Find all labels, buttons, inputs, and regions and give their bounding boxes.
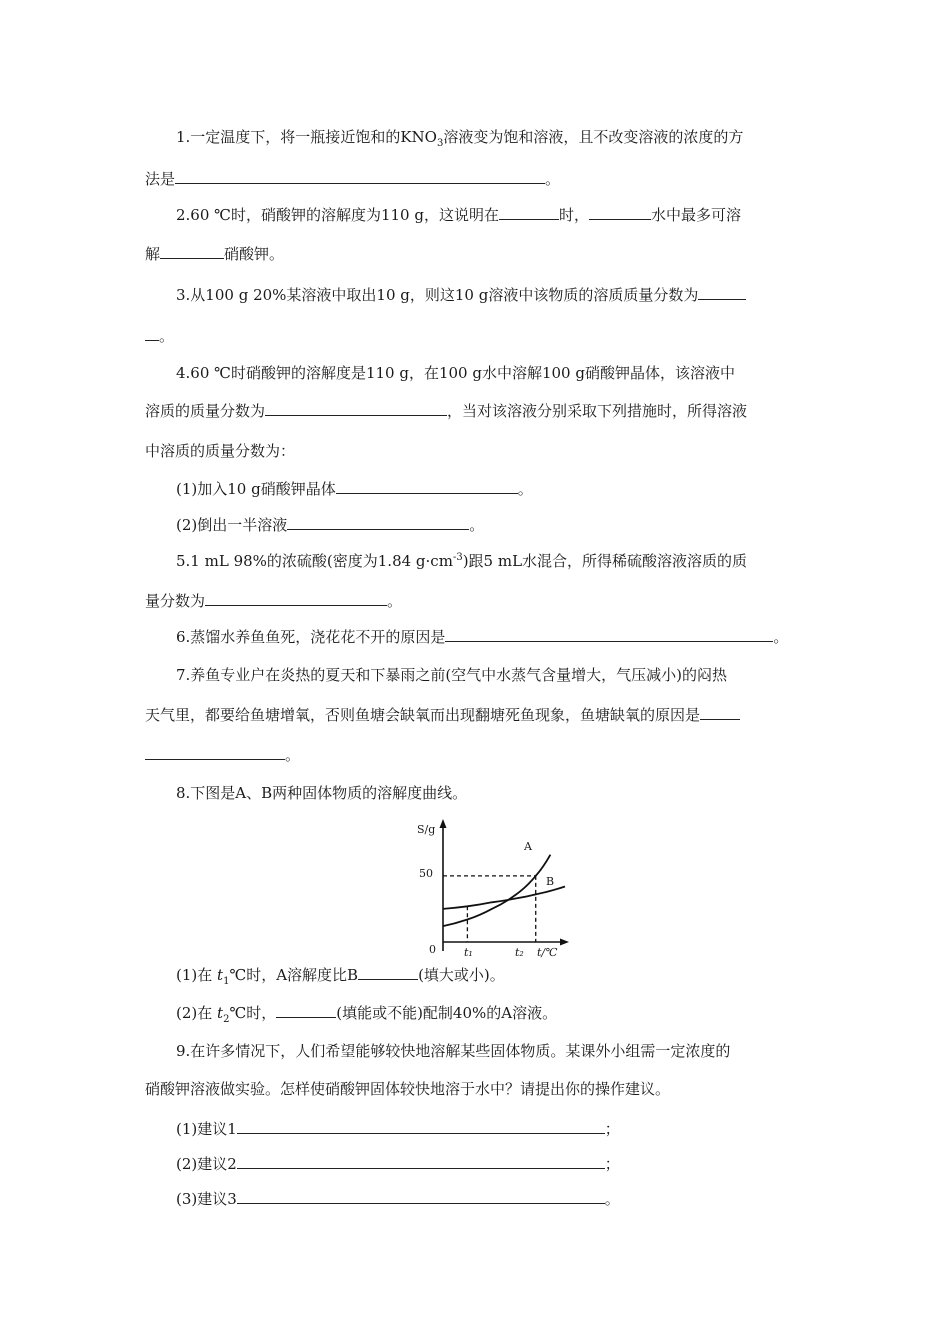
q1-line-1: [176, 126, 846, 148]
q6-text: 6.蒸馏水养鱼鱼死，浇花花不开的原因是: [176, 628, 446, 646]
q8-part-1-a: (1)在: [176, 966, 213, 984]
q7-blank-a[interactable]: [700, 705, 740, 720]
q9-suggestion-3-label: (3)建议3: [176, 1190, 237, 1208]
q4-part-1: [176, 478, 846, 500]
q4-text-b: ，当对该溶液分别采取下列措施时，所得溶液: [447, 402, 748, 420]
q7-blank-b[interactable]: [145, 745, 285, 760]
q7-line-1: [176, 664, 846, 686]
q1-line-2: [145, 168, 815, 190]
q3-line-1: [176, 284, 846, 306]
q2-text-e: 硝酸钾。: [224, 245, 285, 263]
q9-suggestion-2: [176, 1153, 846, 1175]
q8-blank-1[interactable]: [358, 965, 418, 980]
q8-t-symbol-1: t: [217, 966, 224, 984]
q3-blank-a[interactable]: [698, 285, 746, 300]
q4-line-2: [145, 400, 815, 422]
q5-text-c: 量分数为: [145, 592, 206, 610]
q7-line-3: [145, 744, 815, 766]
q8-part-1: [176, 964, 846, 986]
x-tick-t1: t₁: [464, 946, 473, 959]
q2-text-c: 水中最多可溶: [650, 206, 741, 224]
q5-line-1: [176, 550, 846, 572]
q2-blank-2[interactable]: [589, 205, 651, 220]
origin-label: 0: [429, 943, 436, 956]
curve-b-label: B: [546, 875, 555, 888]
q2-text-a: 2.60 ℃时，硝酸钾的溶解度为110 g，这说明在: [176, 206, 499, 224]
q9-suggestion-3: [176, 1188, 846, 1210]
q4-end-2: 。: [469, 516, 485, 534]
q8-sub-2: 2: [223, 1014, 230, 1025]
q4-part-2: [176, 514, 846, 536]
q1-answer-blank[interactable]: [175, 169, 545, 184]
q9-end: 。: [604, 1190, 620, 1208]
q1-end: 。: [545, 170, 561, 188]
q2-text-d: 解: [145, 245, 161, 263]
q8-part-2-b: ℃时，: [229, 1004, 277, 1022]
q8-part-2-c: (填能或不能)配制40%的A溶液。: [336, 1004, 558, 1022]
q7-text-b: 天气里，都要给鱼塘增氧，否则鱼塘会缺氧而出现翻塘死鱼现象，鱼塘缺氧的原因是: [145, 706, 701, 724]
x-axis-label: t/℃: [537, 946, 558, 959]
q8-part-1-b: ℃时，A溶解度比B: [229, 966, 359, 984]
q9-semi-2: ；: [604, 1155, 620, 1173]
q8-part-2: [176, 1002, 846, 1024]
q4-line-1: [176, 362, 846, 384]
q9-text-b: 硝酸钾溶液做实验。怎样使硝酸钾固体较快地溶于水中？请提出你的操作建议。: [145, 1080, 671, 1098]
q5-superscript: -3: [452, 552, 463, 563]
q8-part-1-c: (填大或小)。: [418, 966, 505, 984]
q6-end: 。: [773, 628, 789, 646]
q4-blank-1[interactable]: [265, 401, 447, 416]
q9-blank-1[interactable]: [237, 1119, 605, 1134]
solubility-chart: [405, 815, 580, 960]
q9-blank-3[interactable]: [237, 1189, 605, 1204]
q9-text-a: 9.在许多情况下，人们希望能够较快地溶解某些固体物质。某课外小组需一定浓度的: [176, 1042, 731, 1060]
q4-text-a: 溶质的质量分数为: [145, 402, 266, 420]
q2-line-1: [176, 204, 846, 226]
q5-line-2: [145, 590, 815, 612]
q9-blank-2[interactable]: [237, 1154, 605, 1169]
q8-text: 8.下图是A、B两种固体物质的溶解度曲线。: [176, 784, 468, 802]
q3-text: 3.从100 g 20%某溶液中取出10 g，则这10 g溶液中该物质的溶质质量分数为: [176, 286, 699, 304]
q1-text-b: 溶液变为饱和溶液，且不改变溶液的浓度的方: [443, 128, 744, 146]
q4-blank-2[interactable]: [336, 479, 518, 494]
q1-text: 1.一定温度下，将一瓶接近饱和的KNO: [176, 128, 437, 146]
q3-line-2: [145, 325, 815, 347]
q2-blank-3[interactable]: [160, 244, 224, 259]
y-tick-50: 50: [419, 867, 433, 880]
q4-part-2-text: (2)倒出一半溶液: [176, 516, 288, 534]
q8-part-2-a: (2)在: [176, 1004, 213, 1022]
q7-end: 。: [285, 746, 301, 764]
curve-a-label: A: [524, 840, 532, 853]
q5-end: 。: [387, 592, 403, 610]
q9-line-2: [145, 1078, 815, 1100]
q7-text-a: 7.养鱼专业户在炎热的夏天和下暴雨之前(空气中水蒸气含量增大，气压减小)的闷热: [176, 666, 728, 684]
q7-line-2: [145, 704, 815, 726]
q9-semi-1: ；: [604, 1120, 620, 1138]
q4-part-1-text: (1)加入10 g硝酸钾晶体: [176, 480, 336, 498]
q3-end: 。: [159, 327, 175, 345]
q2-text-b: 时，: [558, 206, 589, 224]
q1-subscript: 3: [436, 138, 444, 149]
curve-b: [443, 887, 565, 909]
q8-sub-1: 1: [223, 976, 230, 987]
q4-blank-3[interactable]: [287, 515, 469, 530]
q5-text-a: 5.1 mL 98%的浓硫酸(密度为1.84 g·cm: [176, 552, 453, 570]
q6-blank[interactable]: [445, 627, 773, 642]
q5-text-b: )跟5 mL水混合，所得稀硫酸溶液溶质的质: [462, 552, 748, 570]
q4-text: 4.60 ℃时硝酸钾的溶解度是110 g，在100 g水中溶解100 g硝酸钾晶体，该溶液中: [176, 364, 735, 382]
q4-text-c: 中溶质的质量分数为：: [145, 442, 296, 460]
y-axis-label: S/g: [417, 823, 436, 836]
q9-line-1: [176, 1040, 846, 1062]
curve-a: [443, 855, 550, 926]
q8-blank-2[interactable]: [276, 1003, 336, 1018]
x-axis-arrow: [560, 939, 569, 946]
q2-blank-1[interactable]: [499, 205, 559, 220]
q9-suggestion-2-label: (2)建议2: [176, 1155, 237, 1173]
q2-line-2: [145, 243, 815, 265]
q8-t-symbol-2: t: [217, 1004, 224, 1022]
q8-line-1: [176, 782, 846, 804]
y-axis-arrow: [440, 819, 447, 828]
q4-end-1: 。: [517, 480, 533, 498]
q3-blank-b[interactable]: [145, 326, 159, 341]
q9-suggestion-1: [176, 1118, 846, 1140]
q6-line-1: [176, 626, 846, 648]
x-tick-t2: t₂: [515, 946, 524, 959]
q9-suggestion-1-label: (1)建议1: [176, 1120, 237, 1138]
q4-line-3: [145, 440, 815, 462]
q5-blank[interactable]: [205, 591, 387, 606]
q1-text-2: 法是: [145, 170, 176, 188]
